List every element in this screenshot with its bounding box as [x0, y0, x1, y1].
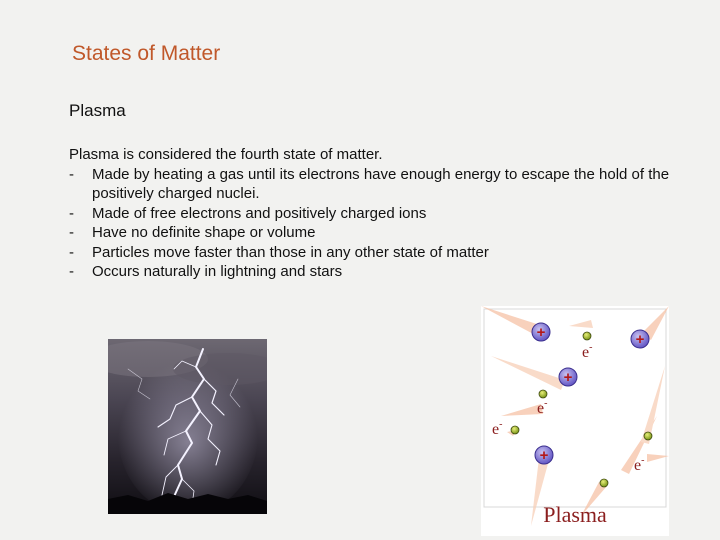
- bullet-marker: -: [69, 263, 74, 280]
- bullet-text: Have no definite shape or volume: [92, 224, 316, 241]
- electron-labels: [492, 342, 644, 474]
- bullet-list: [69, 165, 689, 282]
- bullet-text: Made by heating a gas until its electrons have enough energy to escape the hold of the positively charged nuclei.: [92, 165, 670, 202]
- slide-title: States of Matter: [72, 42, 221, 65]
- section-heading: Plasma: [69, 101, 126, 120]
- diagram-caption: Plasma: [543, 502, 607, 527]
- ion-charge-symbol: +: [539, 447, 549, 464]
- bullet-marker: -: [69, 224, 74, 241]
- bullet-marker: -: [69, 243, 74, 261]
- ion-charge-symbol: +: [563, 369, 573, 386]
- bullet-text: Particles move faster than those in any other state of matter: [92, 243, 489, 261]
- bullet-marker: -: [69, 204, 74, 222]
- bullet-item: [69, 262, 689, 282]
- lightning-photo: [108, 339, 267, 514]
- electron-label: e-: [492, 419, 503, 438]
- ion-charge-symbol: +: [635, 331, 645, 348]
- body-text: [69, 145, 689, 282]
- electron-label: e-: [582, 342, 593, 361]
- electron-label: e-: [634, 455, 645, 474]
- bullet-item: [69, 243, 689, 263]
- plasma-particles-illustration: [481, 306, 669, 536]
- intro-sentence: Plasma is considered the fourth state of matter.: [69, 146, 383, 163]
- bullet-marker: -: [69, 165, 74, 183]
- lightning-illustration: [108, 339, 267, 514]
- bullet-item: [69, 165, 689, 204]
- plasma-diagram: [481, 306, 669, 536]
- ion-charge-symbol: +: [536, 324, 546, 341]
- bullet-item: [69, 223, 689, 243]
- electron-label: e-: [537, 398, 548, 417]
- bullet-text: Occurs naturally in lightning and stars: [92, 263, 343, 280]
- bullet-item: [69, 204, 689, 224]
- bullet-text: Made of free electrons and positively charged ions: [92, 204, 427, 222]
